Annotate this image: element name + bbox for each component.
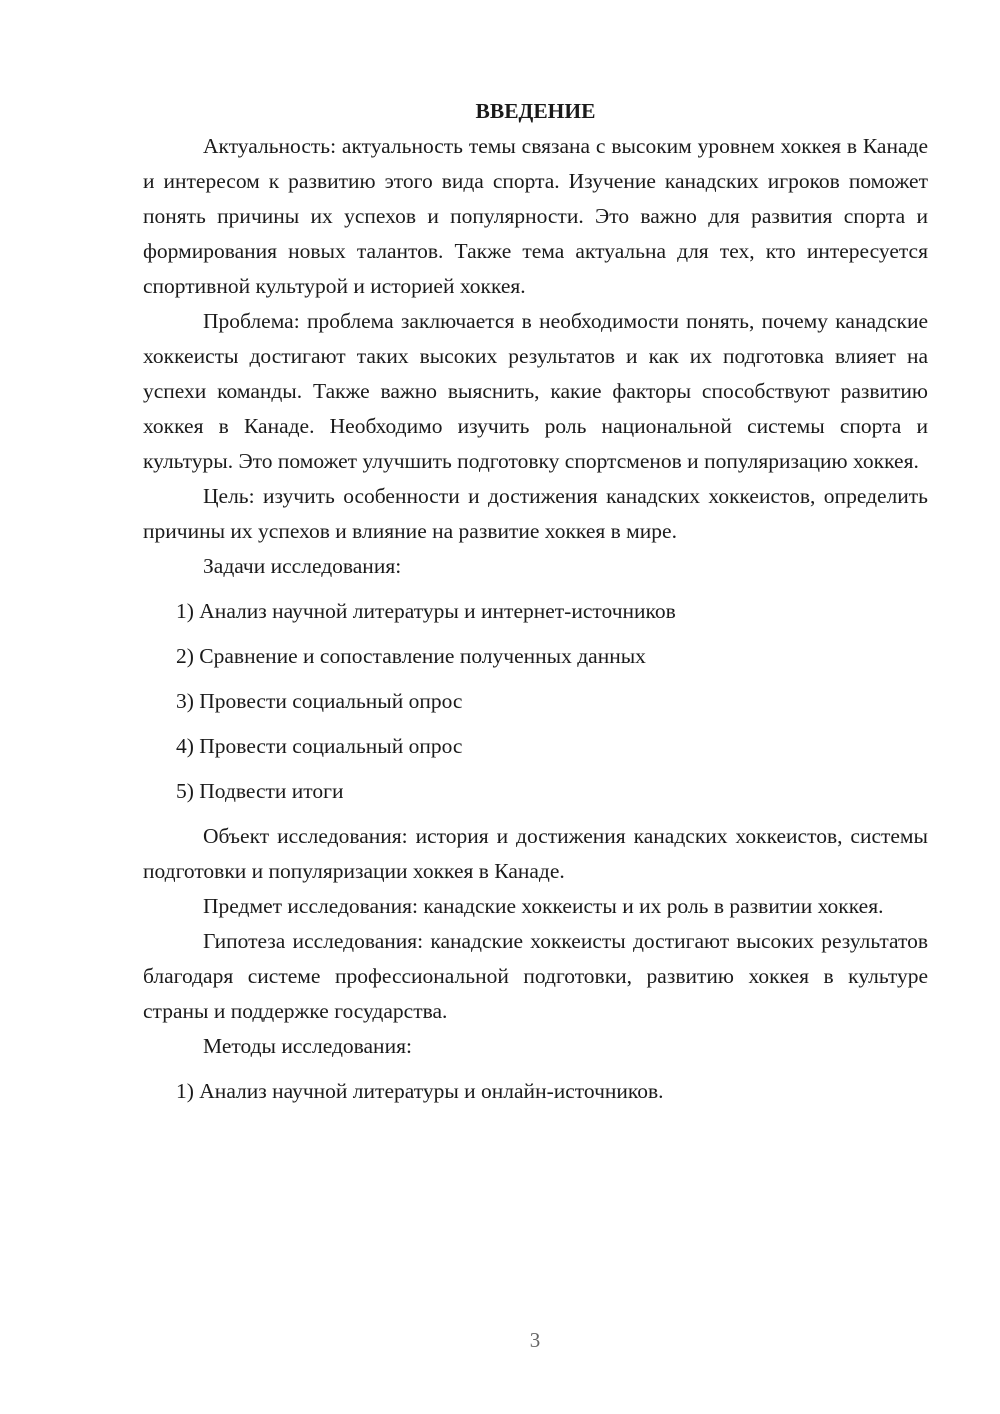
- page-title: ВВЕДЕНИЕ: [475, 99, 596, 123]
- page-number: 3: [529, 1328, 541, 1352]
- methods-title: Методы исследования:: [203, 1034, 412, 1058]
- paragraph-problem: Проблема: проблема заключается в необходимости понять, почему канадские хоккеисты достигают таких высоких результатов и как их подготовка влияет на успехи команды. Также важно выяснить, какие факторы способствуют развитию хоккея в Канаде. Необходимо изучить роль национальной системы спорта и культуры. Это поможет улучшить подготовку спортсменов и популяризацию хоккея.: [143, 309, 928, 473]
- paragraph-subject: Предмет исследования: канадские хоккеисты и их роль в развитии хоккея.: [203, 894, 884, 918]
- tasks-list: [143, 594, 928, 809]
- paragraph-hypothesis: Гипотеза исследования: канадские хоккеисты достигают высоких результатов благодаря системе профессиональной подготовки, развитию хоккея в культуре страны и поддержке государства.: [143, 929, 928, 1023]
- tasks-title: Задачи исследования:: [203, 554, 402, 578]
- list-item: 1) Анализ научной литературы и онлайн-источников.: [176, 1079, 664, 1103]
- paragraph-relevance: Актуальность: актуальность темы связана с высоким уровнем хоккея в Канаде и интересом к развитию этого вида спорта. Изучение канадских игроков поможет понять причины их успехов и популярности. Это важно для развития спорта и формирования новых талантов. Также тема актуальна для тех, кто интересуется спортивной культурой и историей хоккея.: [143, 134, 928, 298]
- list-item: 5) Подвести итоги: [176, 779, 344, 803]
- list-item: 4) Провести социальный опрос: [176, 734, 463, 758]
- list-item: 1) Анализ научной литературы и интернет-источников: [176, 599, 676, 623]
- list-item: 2) Сравнение и сопоставление полученных данных: [176, 644, 646, 668]
- paragraph-goal: Цель: изучить особенности и достижения канадских хоккеистов, определить причины их успехов и влияние на развитие хоккея в мире.: [143, 484, 928, 543]
- methods-list: [143, 1074, 928, 1109]
- list-item: 3) Провести социальный опрос: [176, 689, 463, 713]
- paragraph-object: Объект исследования: история и достижения канадских хоккеистов, системы подготовки и популяризации хоккея в Канаде.: [143, 824, 928, 883]
- document-page: [143, 94, 928, 1109]
